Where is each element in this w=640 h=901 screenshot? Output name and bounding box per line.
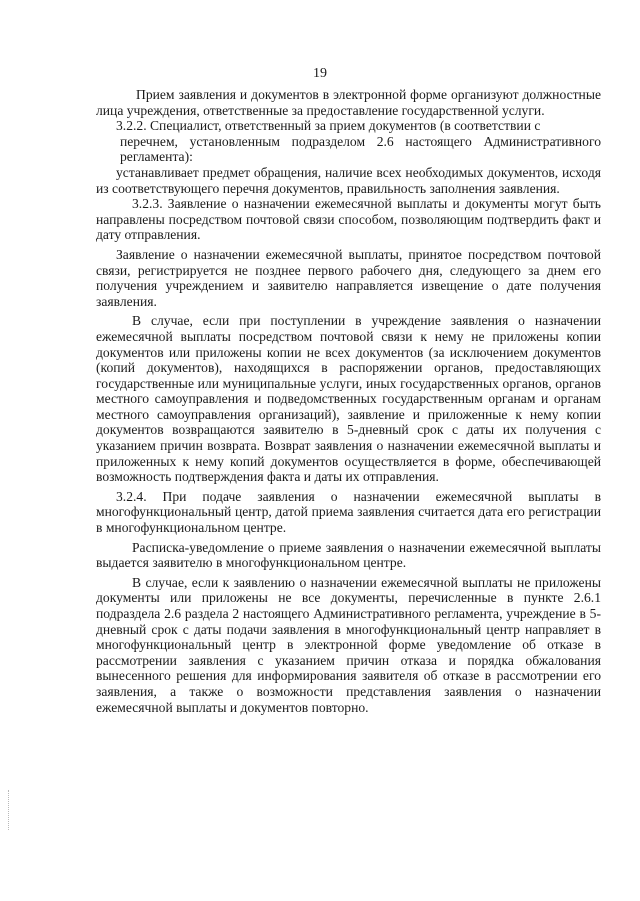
page-body (96, 87, 601, 715)
paragraph-3-2-4: 3.2.4. При подаче заявления о назначении ежемесячной выплаты в многофункциональный центр, датой приема заявления считается дата его регистрации в многофункциональном центре. (96, 488, 601, 536)
scan-edge-mark (8, 790, 10, 830)
paragraph-postal-registration: Заявление о назначении ежемесячной выплаты, принятое посредством почтовой связи, регистрируется не позднее первого рабочего дня, следующего за днем его получения учреждением и заявителю направляется извещение о дате получения заявления. (96, 246, 601, 309)
page-number: 19 (313, 66, 327, 81)
paragraph-refusal-notice: В случае, если к заявлению о назначении ежемесячной выплаты не приложены документы или приложены не все документы, перечисленные в пункте 2.6.1 подраздела 2.6 раздела 2 настоящего Административного регламента, учреждение в 5-дневный срок с даты подачи заявления в многофункциональный центр направляет в многофункциональный центр в электронной форме уведомление об отказе в рассмотрении заявления с указанием причин отказа и порядка обжалования вынесенного решения для информирования заявителя об отказе в рассмотрении его заявления, а также о возможности представления заявления о назначении ежемесячной выплаты и документов повторно. (96, 574, 601, 715)
paragraph-establishes-subject: устанавливает предмет обращения, наличие всех необходимых документов, исходя из соответствующего перечня документов, правильность заполнения заявления. (96, 164, 601, 196)
paragraph-postal-return: В случае, если при поступлении в учреждение заявления о назначении ежемесячной выплаты посредством почтовой связи к нему не приложены копии документов или приложены копии не всех документов (за исключением документов (копий документов), находящихся в распоряжении органов, предоставляющих государственные или муниципальные услуги, иных государственных органов, органов местного самоуправления и подведомственных государственным органам и органам местного самоуправления организаций), заявление и приложенные к нему копии документов возвращаются заявителю в 5-дневный срок с даты их получения с указанием причин возврата. Возврат заявления о назначении ежемесячной выплаты и приложенных к нему копий документов осуществляется в форме, обеспечивающей возможность подтверждения факта и даты их отправления. (96, 313, 601, 485)
paragraph-list-reference: перечнем, установленным подразделом 2.6 настоящего Административного регламента): (120, 133, 601, 165)
paragraph-3-2-2: 3.2.2. Специалист, ответственный за прием документов (в соответствии с (116, 118, 541, 134)
paragraph-receipt-notice: Расписка-уведомление о приеме заявления о назначении ежемесячной выплаты выдается заявителю в многофункциональном центре. (96, 539, 601, 571)
paragraph-electronic-intake: Прием заявления и документов в электронной форме организуют должностные лица учреждения, ответственные за предоставление государственной услуги. (96, 87, 601, 118)
paragraph-3-2-3: 3.2.3. Заявление о назначении ежемесячной выплаты и документы могут быть направлены посредством почтовой связи способом, позволяющим подтвердить факт и дату отправления. (96, 196, 601, 243)
